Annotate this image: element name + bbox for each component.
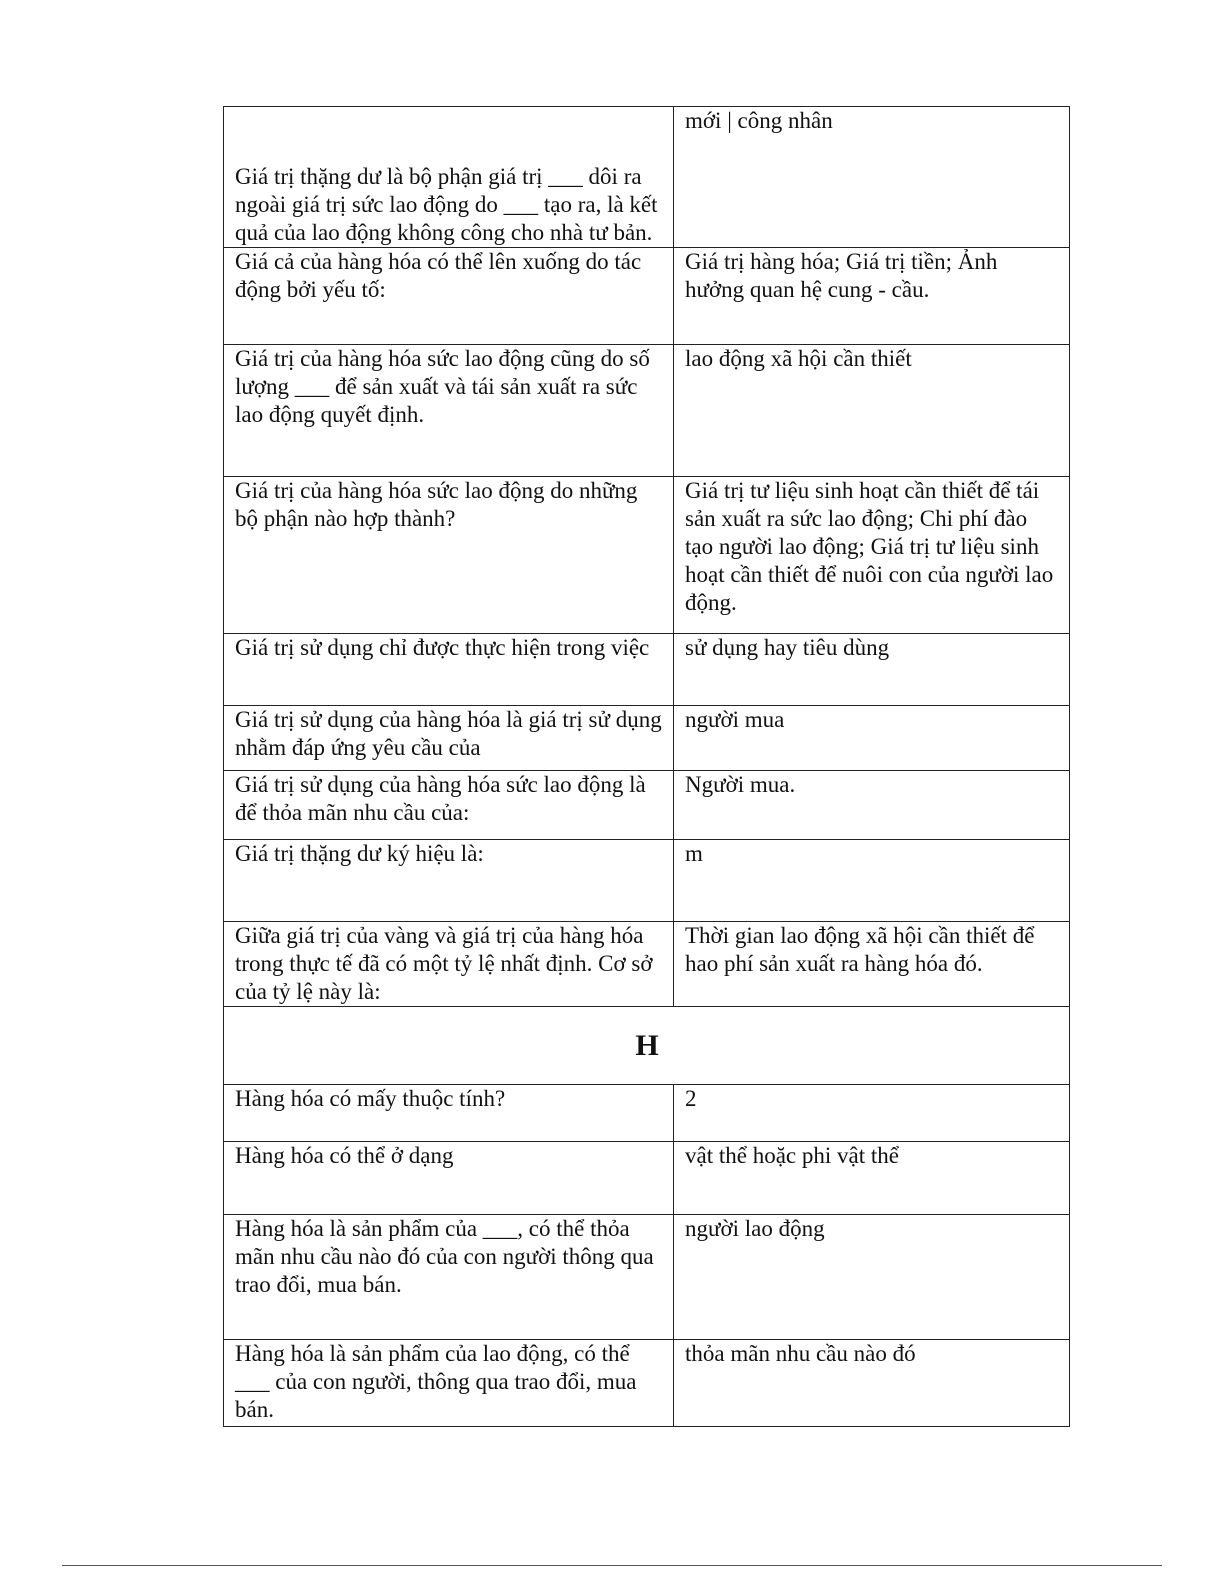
table-row [224, 922, 1070, 1007]
question-cell: Giá trị sử dụng của hàng hóa sức lao động là để thỏa mãn nhu cầu của: [224, 771, 674, 840]
table-row [224, 706, 1070, 771]
table-row [224, 345, 1070, 477]
table-row [224, 840, 1070, 922]
table-row [224, 1085, 1070, 1142]
answer-cell: Giá trị hàng hóa; Giá trị tiền; Ảnh hưởng quan hệ cung - cầu. [674, 248, 1070, 345]
table-row [224, 634, 1070, 706]
question-cell: Hàng hóa có thể ở dạng [224, 1142, 674, 1215]
answer-cell: vật thể hoặc phi vật thể [674, 1142, 1070, 1215]
question-cell: Hàng hóa là sản phẩm của ___, có thể thỏa mãn nhu cầu nào đó của con người thông qua trao đổi, mua bán. [224, 1215, 674, 1340]
table-row [224, 1340, 1070, 1427]
question-cell: Giá trị của hàng hóa sức lao động cũng do số lượng ___ để sản xuất và tái sản xuất ra sức lao động quyết định. [224, 345, 674, 477]
question-cell: Giá trị thặng dư ký hiệu là: [224, 840, 674, 922]
answer-cell: người mua [674, 706, 1070, 771]
question-cell: Giá cả của hàng hóa có thể lên xuống do tác động bởi yếu tố: [224, 248, 674, 345]
table-row [224, 771, 1070, 840]
question-cell: Giá trị của hàng hóa sức lao động do những bộ phận nào hợp thành? [224, 477, 674, 634]
table-row [224, 1215, 1070, 1340]
table-row [224, 107, 1070, 248]
answer-cell: sử dụng hay tiêu dùng [674, 634, 1070, 706]
answer-cell: người lao động [674, 1215, 1070, 1340]
question-cell: Giá trị sử dụng chỉ được thực hiện trong việc [224, 634, 674, 706]
answer-cell: Giá trị tư liệu sinh hoạt cần thiết để tái sản xuất ra sức lao động; Chi phí đào tạo người lao động; Giá trị tư liệu sinh hoạt cần thiết để nuôi con của người lao động. [674, 477, 1070, 634]
section-row [224, 1007, 1070, 1085]
answer-cell: Người mua. [674, 771, 1070, 840]
answer-cell: lao động xã hội cần thiết [674, 345, 1070, 477]
answer-cell: m [674, 840, 1070, 922]
table-row [224, 248, 1070, 345]
table-row [224, 477, 1070, 634]
answer-cell: 2 [674, 1085, 1070, 1142]
answer-cell: Thời gian lao động xã hội cần thiết để hao phí sản xuất ra hàng hóa đó. [674, 922, 1070, 1007]
question-cell: Giữa giá trị của vàng và giá trị của hàng hóa trong thực tế đã có một tỷ lệ nhất định. Cơ sở của tỷ lệ này là: [224, 922, 674, 1007]
page-bottom-divider [62, 1565, 1162, 1566]
table-row [224, 1142, 1070, 1215]
answer-cell: mới | công nhân [674, 107, 1070, 248]
question-cell: Hàng hóa có mấy thuộc tính? [224, 1085, 674, 1142]
section-heading: H [224, 1007, 1070, 1085]
answer-cell: thỏa mãn nhu cầu nào đó [674, 1340, 1070, 1427]
question-cell: Giá trị thặng dư là bộ phận giá trị ___ dôi ra ngoài giá trị sức lao động do ___ tạo ra, là kết quả của lao động không công cho nhà tư bản. [224, 107, 674, 248]
question-cell: Giá trị sử dụng của hàng hóa là giá trị sử dụng nhằm đáp ứng yêu cầu của [224, 706, 674, 771]
qa-table [223, 106, 1070, 1427]
question-cell: Hàng hóa là sản phẩm của lao động, có thể ___ của con người, thông qua trao đổi, mua bán. [224, 1340, 674, 1427]
